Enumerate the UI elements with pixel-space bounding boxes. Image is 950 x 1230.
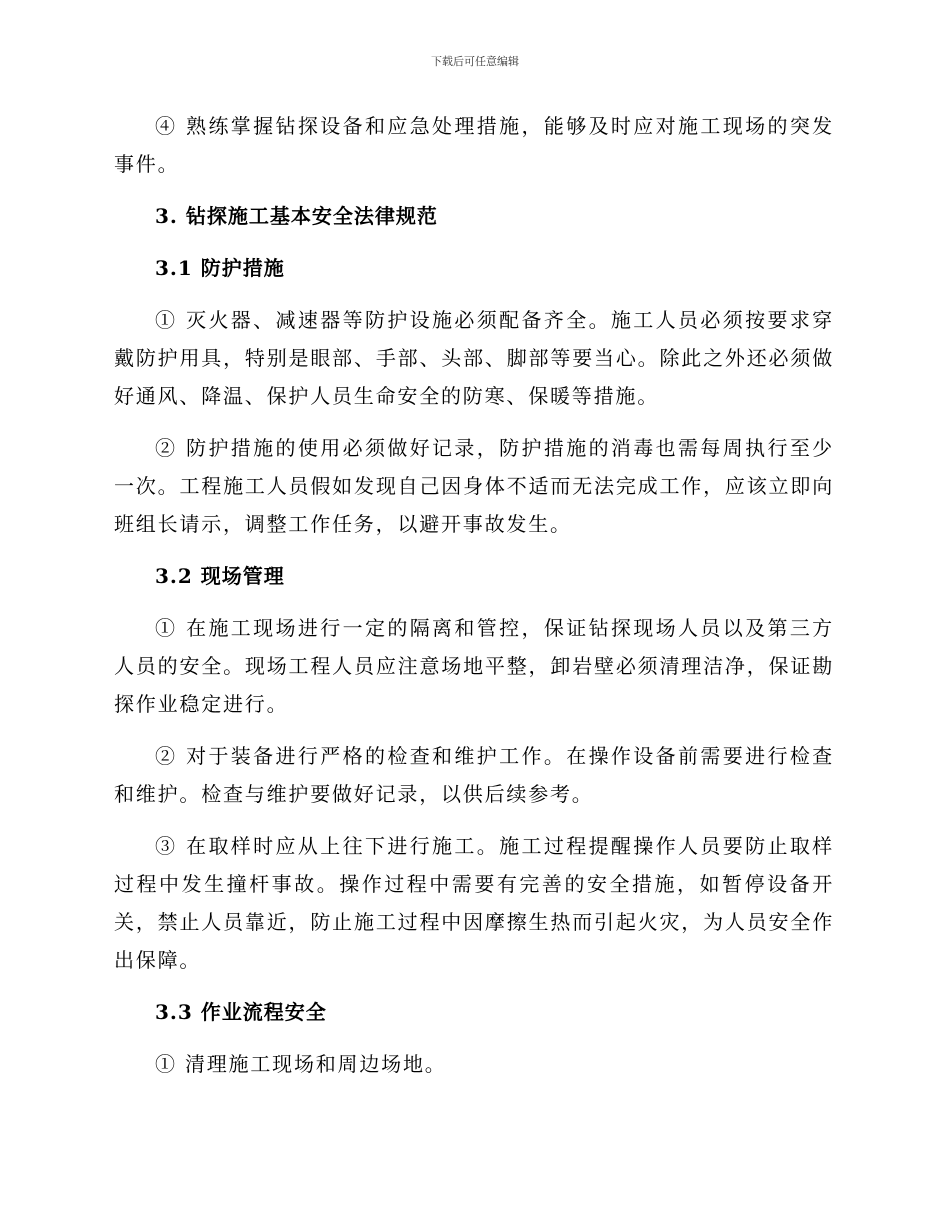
paragraph-3-3-item-1: ① 清理施工现场和周边场地。: [155, 1052, 447, 1076]
paragraph-item-4: ④ 熟练掌握钻探设备和应急处理措施，能够及时应对施工现场的突发事件。: [114, 114, 834, 176]
paragraph-3-2-item-3: ③ 在取样时应从上往下进行施工。施工过程提醒操作人员要防止取样过程中发生撞杆事故。操作过程中需要有完善的安全措施，如暂停设备开关，禁止人员靠近，防止施工过程中因摩擦生热而引起火灾，为人员安全作出保障。: [114, 834, 834, 972]
document-body: [114, 107, 834, 1097]
paragraph-3-2-item-1: ① 在施工现场进行一定的隔离和管控，保证钻探现场人员以及第三方人员的安全。现场工程人员应注意场地平整，卸岩壁必须清理洁净，保证勘探作业稳定进行。: [114, 616, 834, 716]
paragraph-3-2-item-2: ② 对于装备进行严格的检查和维护工作。在操作设备前需要进行检查和维护。检查与维护要做好记录，以供后续参考。: [114, 744, 834, 806]
section-heading-3-2: 3.2 现场管理: [155, 564, 285, 588]
section-heading-3: 3. 钻探施工基本安全法律规范: [155, 204, 438, 228]
page-header: 下载后可任意编辑: [431, 55, 519, 68]
paragraph-3-1-item-1: ① 灭火器、减速器等防护设施必须配备齐全。施工人员必须按要求穿戴防护用具，特别是眼部、手部、头部、脚部等要当心。除此之外还必须做好通风、降温、保护人员生命安全的防寒、保暖等措施。: [114, 308, 834, 408]
paragraph-3-1-item-2: ② 防护措施的使用必须做好记录，防护措施的消毒也需每周执行至少一次。工程施工人员假如发现自己因身体不适而无法完成工作，应该立即向班组长请示，调整工作任务，以避开事故发生。: [114, 436, 834, 536]
section-heading-3-3: 3.3 作业流程安全: [155, 1000, 327, 1024]
section-heading-3-1: 3.1 防护措施: [155, 256, 285, 280]
